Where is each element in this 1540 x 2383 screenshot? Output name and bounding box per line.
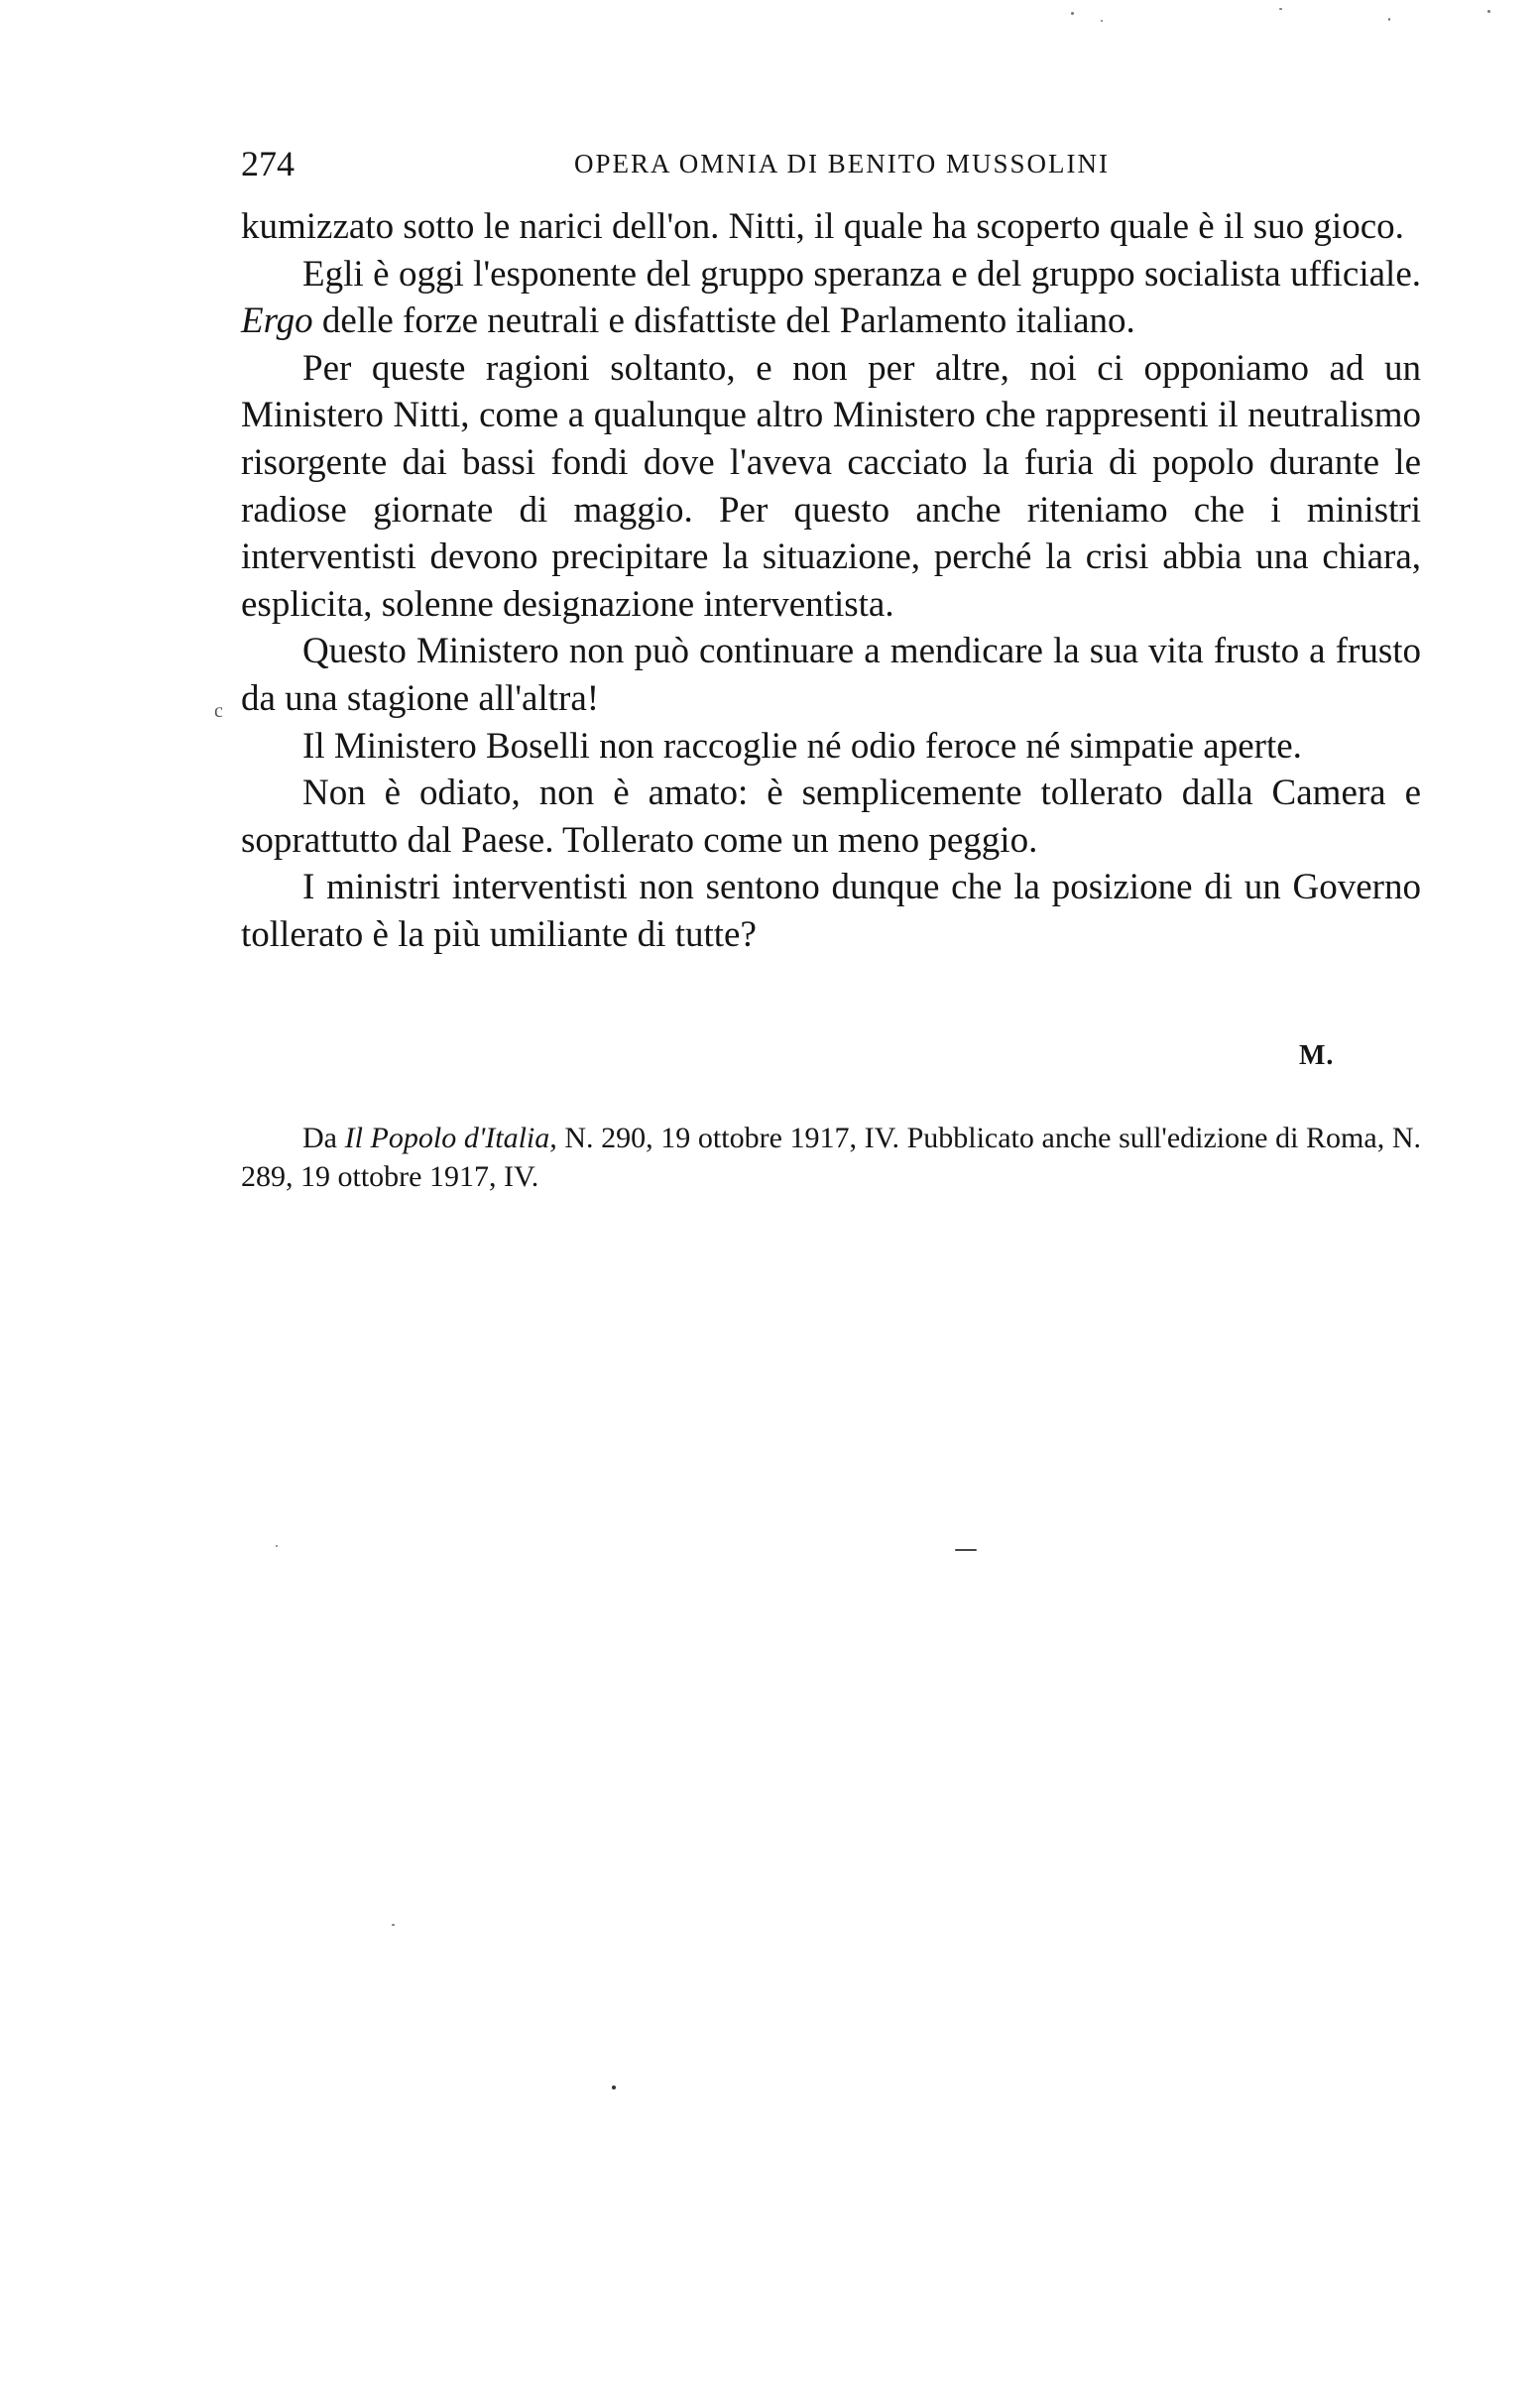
scan-speck bbox=[955, 1549, 977, 1551]
scan-speck bbox=[1071, 12, 1074, 15]
article-body bbox=[241, 203, 1421, 959]
page-header bbox=[241, 139, 1421, 188]
source-note bbox=[241, 1119, 1421, 1196]
paragraph-1: kumizzato sotto le narici dell'on. Nitti, il quale ha scoperto quale è il suo gioco. bbox=[241, 206, 1404, 247]
page-number: 274 bbox=[241, 144, 295, 183]
source-note-newspaper: Il Popolo d'Italia, bbox=[344, 1122, 557, 1154]
paragraph-4: Questo Ministero non può continuare a mendicare la sua vita frusto a frusto da una stagione all'altra! bbox=[241, 631, 1421, 719]
source-note-text bbox=[241, 1119, 1421, 1196]
paragraph-6: Non è odiato, non è amato: è semplicemente tollerato dalla Camera e soprattutto dal Paese. Tollerato come un meno peggio. bbox=[241, 773, 1421, 861]
source-note-details: N. 290, 19 ottobre 1917, IV. Pubblicato anche sull'edizione di Roma, N. 289, 19 ottobre 1917, IV. bbox=[241, 1122, 1421, 1193]
paragraph-3: Per queste ragioni soltanto, e non per altre, noi ci opponiamo ad un Ministero Nitti, come a qualunque altro Ministero che rappresenti il neutralismo risorgente dai bassi fondi dove l'aveva cacciato la furia di popolo durante le radiose giornate di maggio. Per questo anche riteniamo che i ministri interventisti devono precipitare la situazione, perché la crisi abbia una chiara, esplicita, solenne designazione interventista. bbox=[241, 347, 1421, 625]
paragraph-2-start: Egli è oggi l'esponente del gruppo speranza e del gruppo socialista ufficiale. bbox=[302, 253, 1421, 295]
margin-mark: c bbox=[214, 700, 223, 722]
paragraph-2-italic: Ergo bbox=[241, 300, 313, 342]
scan-speck bbox=[1101, 20, 1103, 22]
source-note-prefix: Da bbox=[302, 1122, 345, 1154]
running-head: OPERA OMNIA DI BENITO MUSSOLINI bbox=[573, 149, 1111, 179]
paragraph-2-end: delle forze neutrali e disfattiste del Parlamento italiano. bbox=[312, 300, 1135, 342]
author-signature: M. bbox=[1299, 1040, 1335, 1071]
paragraph-2 bbox=[241, 251, 1421, 345]
paragraph-5: Il Ministero Boselli non raccoglie né odio feroce né simpatie aperte. bbox=[302, 725, 1302, 767]
scan-speck bbox=[392, 1924, 395, 1926]
scan-speck bbox=[276, 1545, 278, 1547]
scan-speck bbox=[1487, 10, 1490, 13]
paragraph-7: I ministri interventisti non sentono dunque che la posizione di un Governo tollerato è la più umiliante di tutte? bbox=[241, 867, 1421, 955]
scan-speck bbox=[612, 2085, 616, 2089]
scan-speck bbox=[1388, 18, 1390, 21]
scan-speck bbox=[1279, 8, 1282, 10]
